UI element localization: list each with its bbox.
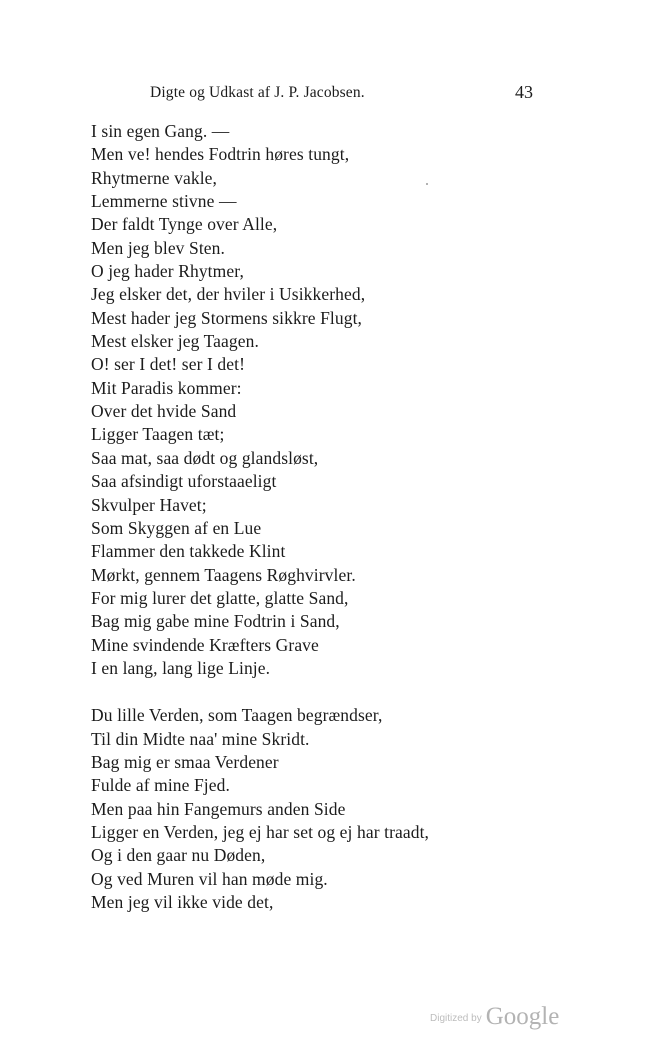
page-number: 43 <box>515 82 533 102</box>
poem-line: Men paa hin Fangemurs anden Side <box>91 798 346 819</box>
poem-line: Mit Paradis kommer: <box>91 377 242 398</box>
poem-line: Saa mat, saa dødt og glandsløst, <box>91 447 319 468</box>
poem-line: Flammer den takkede Klint <box>91 541 286 562</box>
poem-line: Fulde af mine Fjed. <box>91 775 230 796</box>
poem-line: O! ser I det! ser I det! <box>91 354 245 375</box>
poem-line: O jeg hader Rhytmer, <box>91 261 244 282</box>
poem-line: Og i den gaar nu Døden, <box>91 845 266 866</box>
poem-line: Men jeg vil ikke vide det, <box>91 892 274 912</box>
poem-line: Og ved Muren vil han møde mig. <box>91 868 328 889</box>
poem-line: For mig lurer det glatte, glatte Sand, <box>91 587 349 608</box>
watermark-prefix: Digitized by <box>430 1013 482 1024</box>
poem-line: Saa afsindigt uforstaaeligt <box>91 471 277 492</box>
poem-line: Rhytmerne vakle, <box>91 167 218 188</box>
poem-line: Lemmerne stivne — <box>91 191 237 212</box>
poem-line: Der faldt Tynge over Alle, <box>91 214 278 235</box>
poem-line: Mest hader jeg Stormens sikkre Flugt, <box>91 307 363 328</box>
digitized-watermark <box>430 1003 559 1031</box>
poem-line: Du lille Verden, som Taagen begrændser, <box>91 705 383 726</box>
poem-body <box>91 120 429 914</box>
poem-line: Som Skyggen af en Lue <box>91 517 262 538</box>
poem-line: Bag mig gabe mine Fodtrin i Sand, <box>91 611 340 632</box>
poem-line: Ligger Taagen tæt; <box>91 424 225 445</box>
poem-line: Skvulper Havet; <box>91 494 207 515</box>
poem-line: Men ve! hendes Fodtrin høres tungt, <box>91 144 350 165</box>
running-head: Digte og Udkast af J. P. Jacobsen. <box>150 84 365 101</box>
stanza-2 <box>91 704 429 914</box>
watermark-brand-logo: Google <box>485 1003 560 1030</box>
poem-line: Ligger en Verden, jeg ej har set og ej har traadt, <box>91 821 430 842</box>
poem-line: Til din Midte naa' mine Skridt. <box>91 728 310 749</box>
poem-line: Over det hvide Sand <box>91 401 237 422</box>
poem-line: Men jeg blev Sten. <box>91 237 225 258</box>
poem-line: Jeg elsker det, der hviler i Usikkerhed, <box>91 284 366 305</box>
poem-line: Mest elsker jeg Taagen. <box>91 331 259 352</box>
poem-line: I en lang, lang lige Linje. <box>91 657 271 678</box>
stanza-1 <box>91 120 429 680</box>
poem-line: Mine svindende Kræfters Grave <box>91 634 319 655</box>
ink-speck <box>426 183 428 185</box>
poem-line: Bag mig er smaa Verdener <box>91 751 279 772</box>
poem-line: Mørkt, gennem Taagens Røghvirvler. <box>91 564 356 585</box>
poem-line: I sin egen Gang. — <box>91 121 230 141</box>
